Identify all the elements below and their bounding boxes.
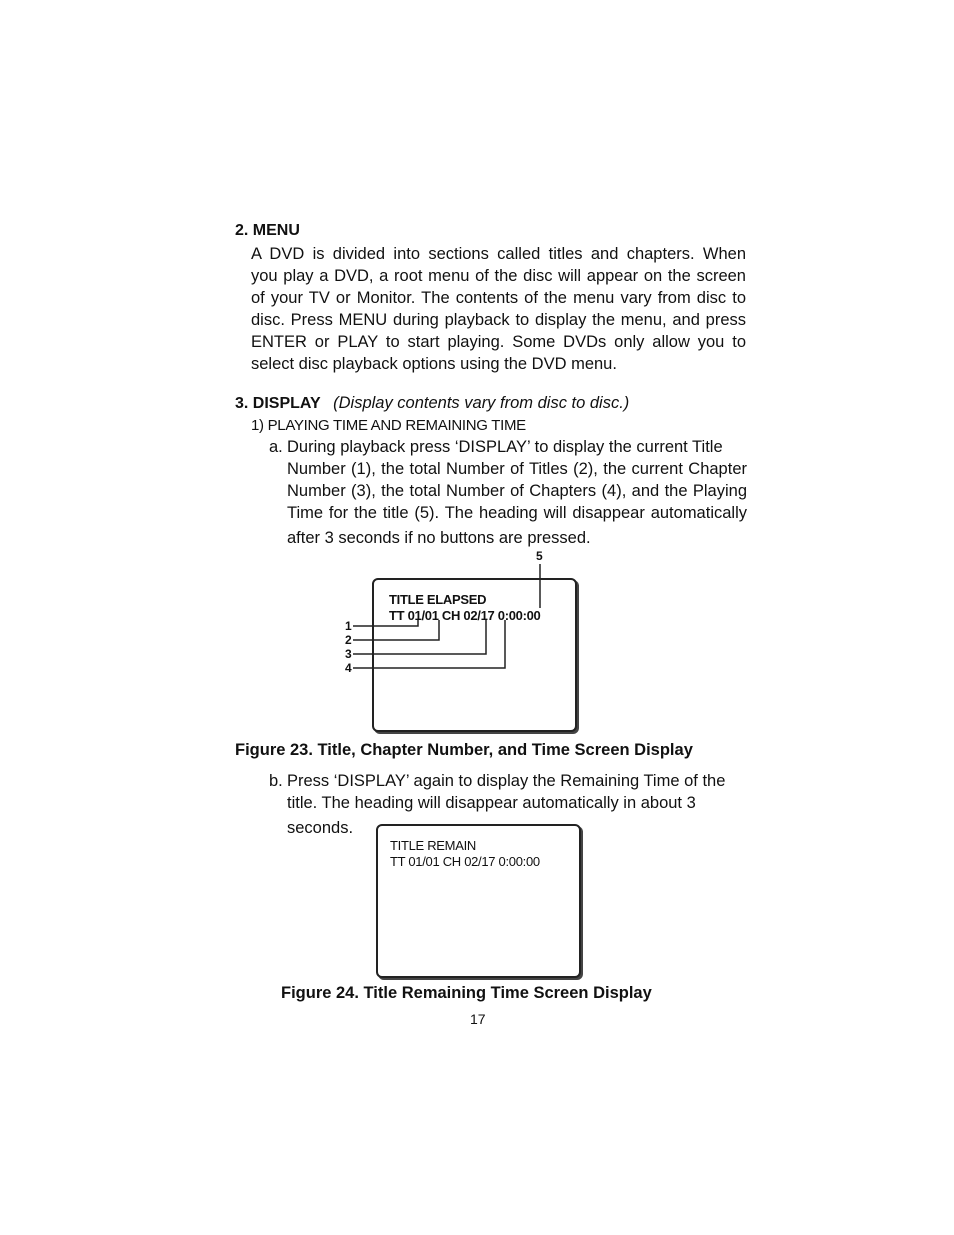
item-a-line: Number (1), the total Number of Titles (2), the current Chapter (287, 460, 747, 478)
callout-line-3 (353, 620, 486, 654)
callout-number-1: 1 (345, 619, 352, 633)
item-a-line: During playback press ‘DISPLAY’ to display the current Title (287, 438, 723, 456)
item-a-marker: a. (269, 438, 283, 456)
callout-number-3: 3 (345, 647, 352, 661)
callout-line-4 (353, 620, 505, 668)
item-a-line: Number (3), the total Number of Chapters (4), and the Playing (287, 482, 747, 500)
item-b-line: seconds. (287, 819, 354, 837)
figure23-osd-info: TT 01/01 CH 02/17 0:00:00 (389, 608, 541, 623)
callout-line-1 (353, 620, 418, 626)
display-subheading: 1) PLAYING TIME AND REMAINING TIME (251, 417, 526, 434)
callout-number-4: 4 (345, 661, 352, 675)
menu-line: select disc playback options using the DVD menu. (251, 355, 617, 373)
callout-line-2 (353, 620, 439, 640)
menu-line: you play a DVD, a root menu of the disc will appear on the screen (251, 267, 746, 285)
figure23-callout-lines (340, 548, 580, 678)
menu-line: ENTER or PLAY to start playing. Some DVDs only allow you to (251, 333, 746, 351)
item-b-marker: b. (269, 772, 283, 790)
display-heading: 3. DISPLAY (235, 395, 321, 412)
display-note: (Display contents vary from disc to disc.) (333, 394, 630, 412)
callout-number-2: 2 (345, 633, 352, 647)
item-b-line: Press ‘DISPLAY’ again to display the Remaining Time of the (287, 772, 726, 790)
menu-paragraph (251, 243, 746, 375)
figure23-caption: Figure 23. Title, Chapter Number, and Time Screen Display (235, 741, 693, 759)
figure24-osd-info: TT 01/01 CH 02/17 0:00:00 (390, 854, 540, 869)
menu-heading: 2. MENU (235, 222, 300, 239)
figure24-screen (376, 824, 581, 978)
figure23-osd-title: TITLE ELAPSED (389, 592, 487, 607)
menu-line: A DVD is divided into sections called titles and chapters. When (251, 245, 746, 263)
item-a-line: after 3 seconds if no buttons are pressed. (287, 529, 591, 547)
figure24-osd-title: TITLE REMAIN (390, 838, 476, 853)
figure24-caption: Figure 24. Title Remaining Time Screen Display (281, 984, 652, 1002)
menu-line: of your TV or Monitor. The contents of the menu vary from disc to (251, 289, 746, 307)
item-a-paragraph (287, 436, 747, 549)
item-b-line: title. The heading will disappear automatically in about 3 (287, 794, 696, 812)
item-a-line: Time for the title (5). The heading will disappear automatically (287, 504, 747, 522)
menu-line: disc. Press MENU during playback to display the menu, and press (251, 311, 746, 329)
callout-number-5: 5 (536, 549, 543, 563)
display-heading-row (235, 394, 629, 413)
page-number: 17 (470, 1011, 486, 1027)
